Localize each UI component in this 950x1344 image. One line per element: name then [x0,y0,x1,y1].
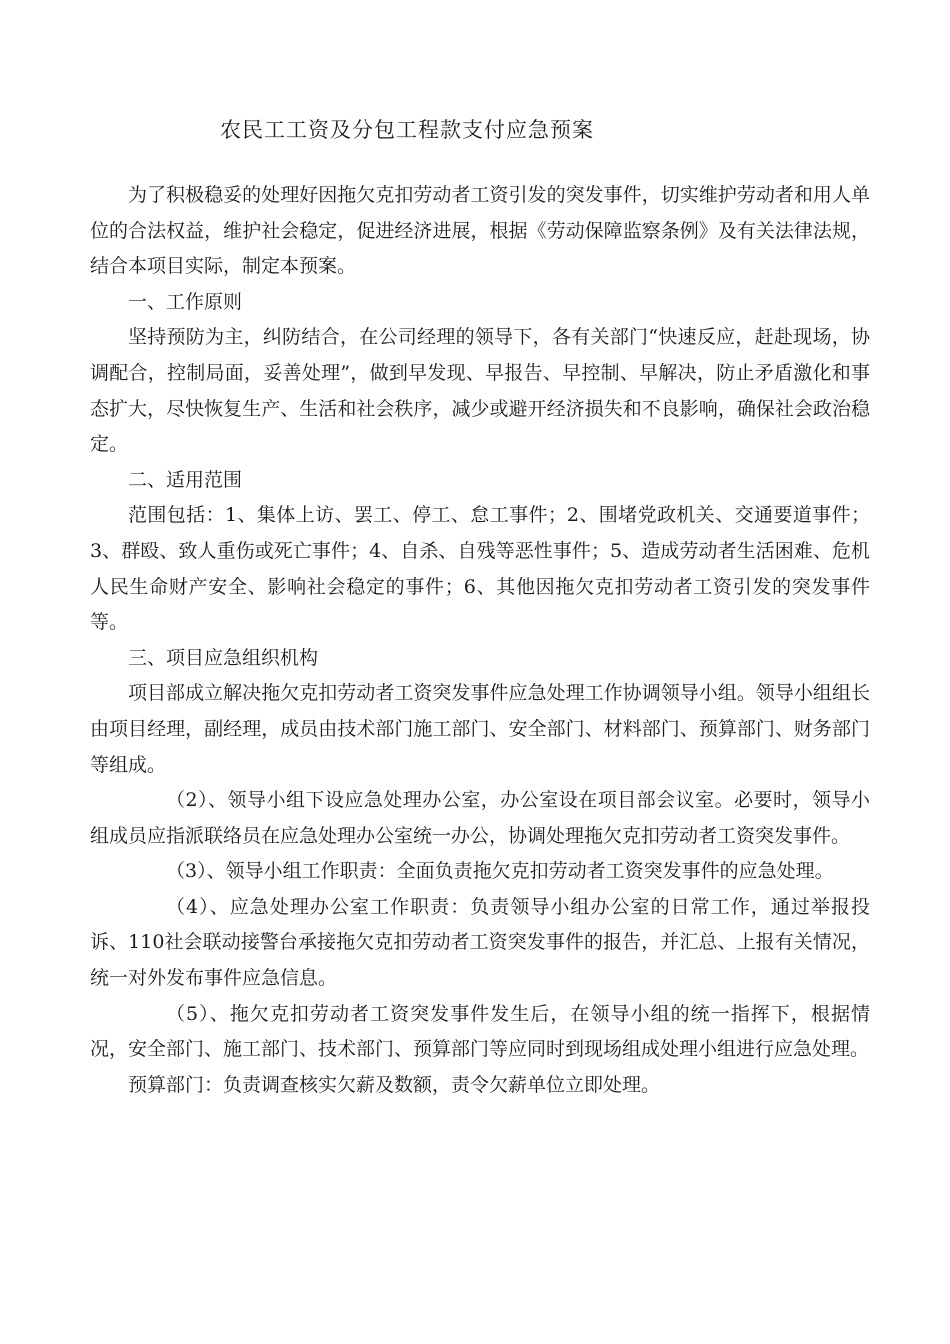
scope-paragraph: 范围包括：1、集体上访、罢工、停工、怠工事件；2、围堵党政机关、交通要道事件；3、群殴、致人重伤或死亡事件；4、自杀、自残等恶性事件；5、造成劳动者生活困难、危机人民生命财产安全、影响社会稳定的事件；6、其他因拖欠克扣劳动者工资引发的突发事件等。 [90,504,870,634]
section-heading-organization: 三、项目应急组织机构 [128,646,319,669]
organization-item-4: （4）、应急处理办公室工作职责：负责领导小组办公室的日常工作，通过举报投诉、110社会联动接警台承接拖欠克扣劳动者工资突发事件的报告，并汇总、上报有关情况，统一对外发布事件应急信息。 [90,895,870,990]
organization-item-5: （5）、拖欠克扣劳动者工资突发事件发生后，在领导小组的统一指挥下，根据情况，安全部门、施工部门、技术部门、预算部门等应同时到现场组成处理小组进行应急处理。 [90,1002,870,1061]
document-body [90,178,870,1103]
section-heading-scope: 二、适用范围 [128,468,243,491]
intro-paragraph: 为了积极稳妥的处理好因拖欠克扣劳动者工资引发的突发事件，切实维护劳动者和用人单位的合法权益，维护社会稳定，促进经济进展，根据《劳动保障监察条例》及有关法律法规，结合本项目实际，制定本预案。 [90,184,870,278]
organization-item-2: （2）、领导小组下设应急处理办公室，办公室设在项目部会议室。必要时，领导小组成员应指派联络员在应急处理办公室统一办公，协调处理拖欠克扣劳动者工资突发事件。 [90,789,870,847]
budget-department-paragraph: 预算部门：负责调查核实欠薪及数额，责令欠薪单位立即处理。 [128,1073,661,1096]
document-title: 农民工工资及分包工程款支付应急预案 [220,118,594,142]
organization-paragraph: 项目部成立解决拖欠克扣劳动者工资突发事件应急处理工作协调领导小组。领导小组组长由项目经理，副经理，成员由技术部门施工部门、安全部门、材料部门、预算部门、财务部门等组成。 [90,682,870,776]
organization-item-3: （3）、领导小组工作职责：全面负责拖欠克扣劳动者工资突发事件的应急处理。 [166,860,834,883]
section-heading-principles: 一、工作原则 [128,290,243,313]
principles-paragraph: 坚持预防为主，纠防结合，在公司经理的领导下，各有关部门“快速反应，赶赴现场，协调配合，控制局面，妥善处理”，做到早发现、早报告、早控制、早解决，防止矛盾激化和事态扩大，尽快恢复生产、生活和社会秩序，减少或避开经济损失和不良影响，确保社会政治稳定。 [90,326,870,456]
